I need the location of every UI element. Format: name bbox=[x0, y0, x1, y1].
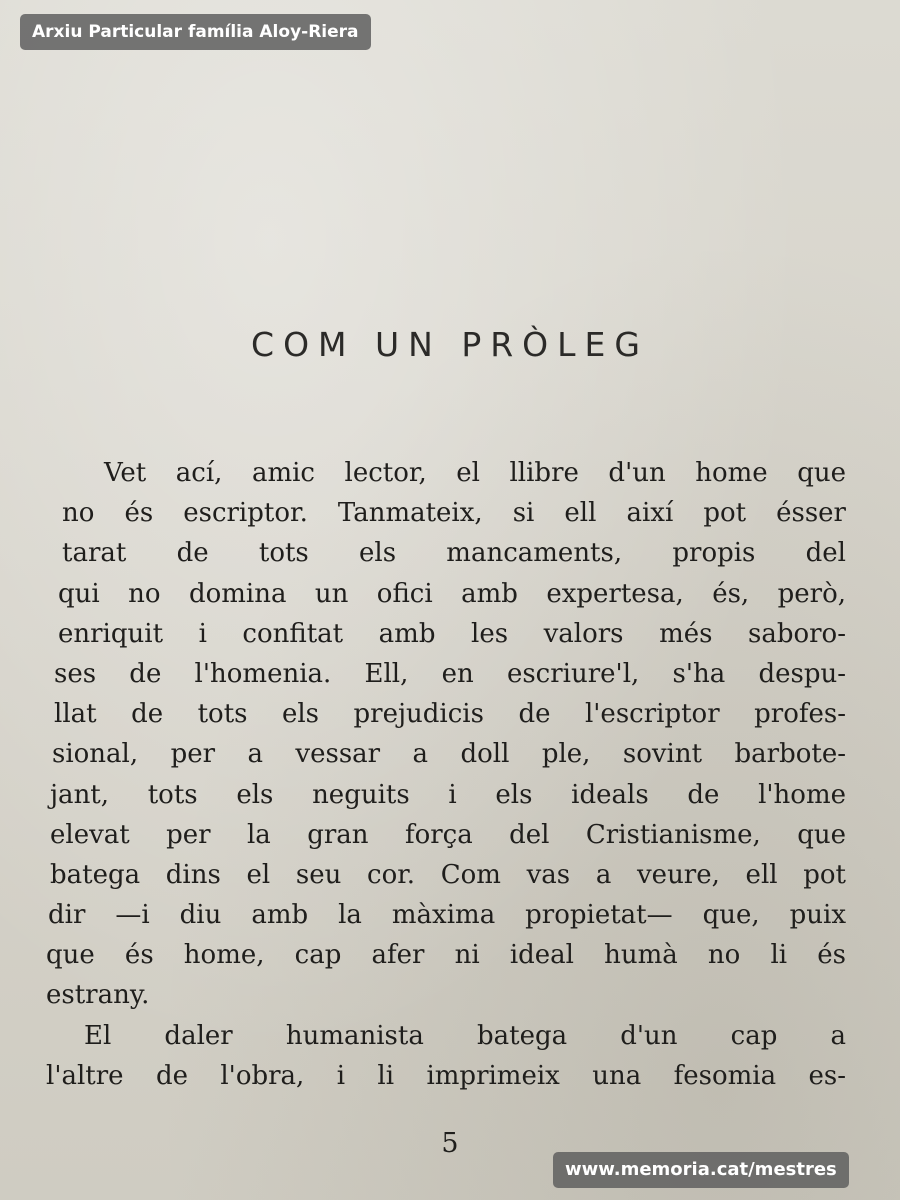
text-line: tarat de tots els mancaments, propis del bbox=[62, 538, 846, 569]
text-line: estrany. bbox=[46, 980, 150, 1011]
text-line: dir —i diu amb la màxima propietat— que, puix bbox=[48, 900, 846, 931]
text-line: que és home, cap afer ni ideal humà no li és bbox=[46, 940, 846, 971]
text-line: enriquit i confitat amb les valors més saboro- bbox=[58, 618, 846, 649]
text-line: elevat per la gran força del Cristianisme, que bbox=[50, 819, 846, 850]
chapter-title: COM UN PRÒLEG bbox=[251, 325, 649, 364]
text-line: sional, per a vessar a doll ple, sovint barbote- bbox=[52, 739, 846, 770]
website-watermark: www.memoria.cat/mestres bbox=[553, 1152, 849, 1188]
text-line: llat de tots els prejudicis de l'escriptor profes- bbox=[54, 699, 846, 730]
text-line: batega dins el seu cor. Com vas a veure, ell pot bbox=[50, 859, 846, 890]
text-line: l'altre de l'obra, i li imprimeix una fesomia es- bbox=[46, 1060, 846, 1091]
archive-watermark: Arxiu Particular família Aloy-Riera bbox=[20, 14, 371, 50]
text-line: qui no domina un ofici amb expertesa, és, però, bbox=[58, 578, 846, 609]
text-line: ses de l'homenia. Ell, en escriure'l, s'ha despu- bbox=[54, 658, 846, 689]
text-line: El daler humanista batega d'un cap a bbox=[84, 1020, 846, 1051]
text-line: jant, tots els neguits i els ideals de l'home bbox=[50, 779, 846, 810]
text-line: Vet ací, amic lector, el llibre d'un home que bbox=[104, 458, 846, 488]
page-number: 5 bbox=[441, 1128, 459, 1159]
body-text bbox=[46, 453, 846, 1096]
text-line: no és escriptor. Tanmateix, si ell així pot ésser bbox=[62, 498, 846, 529]
